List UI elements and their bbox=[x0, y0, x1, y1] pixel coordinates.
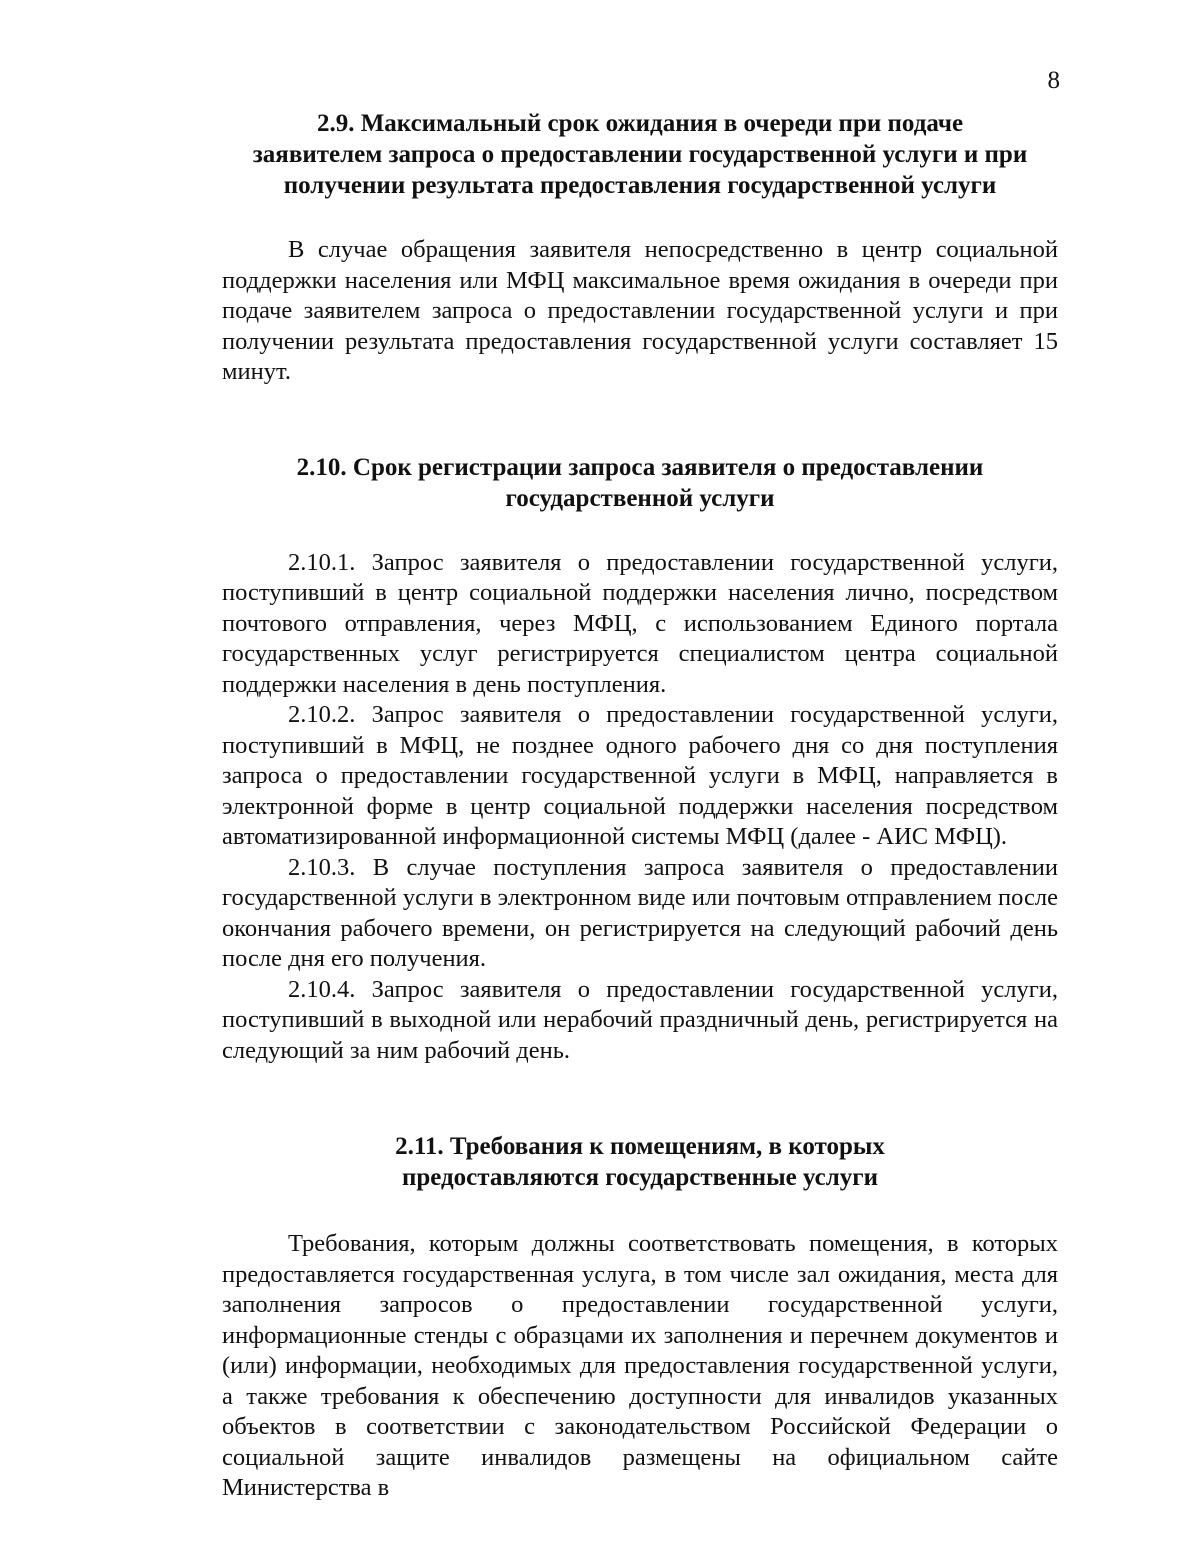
heading-line: получении результата предоставления государственной услуги bbox=[283, 172, 997, 199]
section-heading-2-9 bbox=[222, 108, 1058, 201]
section-heading-2-10 bbox=[222, 452, 1058, 514]
paragraph-2-10-1: 2.10.1. Запрос заявителя о предоставлении государственной услуги, поступивший в центр социальной поддержки населения лично, посредством почтового отправления, через МФЦ, с использованием Единого портала государственных услуг регистрируется специалистом центра социальной поддержки населения в день поступления. bbox=[222, 548, 1058, 698]
section-heading-2-11 bbox=[222, 1131, 1058, 1193]
heading-line: 2.11. Требования к помещениям, в которых bbox=[395, 1133, 885, 1160]
paragraph-2-10-4: 2.10.4. Запрос заявителя о предоставлении государственной услуги, поступивший в выходной или нерабочий праздничный день, регистрируется на следующий за ним рабочий день. bbox=[222, 975, 1058, 1064]
heading-line: государственной услуги bbox=[505, 484, 775, 512]
paragraph-2-10-3: 2.10.3. В случае поступления запроса заявителя о предоставлении государственной услуги в электронном виде или почтовым отправлением после окончания рабочего времени, он регистрируется на следующий рабочий день после дня его получения. bbox=[222, 853, 1058, 972]
paragraph-2-9: В случае обращения заявителя непосредственно в центр социальной поддержки населения или МФЦ максимальное время ожидания в очереди при подаче заявителем запроса о предоставлении государственной услуги и при получении результата предоставления государственной услуги составляет 15 минут. bbox=[222, 236, 1058, 385]
document-body bbox=[222, 108, 1058, 1504]
page-number: 8 bbox=[1047, 67, 1060, 94]
heading-line: 2.10. Срок регистрации запроса заявителя о предоставлении bbox=[296, 453, 984, 481]
heading-line: 2.9. Максимальный срок ожидания в очереди при подаче bbox=[316, 110, 964, 137]
heading-line: заявителем запроса о предоставлении государственной услуги и при bbox=[252, 141, 1028, 168]
paragraph-2-11: Требования, которым должны соответствовать помещения, в которых предоставляется государственная услуга, в том числе зал ожидания, места для заполнения запросов о предоставлении государственной услуги, информационные стенды с образцами их заполнения и перечнем документов и (или) информации, необходимых для предоставления государственной услуги, а также требования к обеспечению доступности для инвалидов указанных объектов в соответствии с законодательством Российской Федерации о социальной защите инвалидов размещены на официальном сайте Министерства в bbox=[222, 1230, 1058, 1501]
paragraph-2-10-2: 2.10.2. Запрос заявителя о предоставлении государственной услуги, поступивший в МФЦ, не позднее одного рабочего дня со дня поступления запроса о предоставлении государственной услуги в МФЦ, направляется в электронной форме в центр социальной поддержки населения посредством автоматизированной информационной системы МФЦ (далее - АИС МФЦ). bbox=[222, 701, 1058, 850]
heading-line: предоставляются государственные услуги bbox=[401, 1164, 879, 1191]
